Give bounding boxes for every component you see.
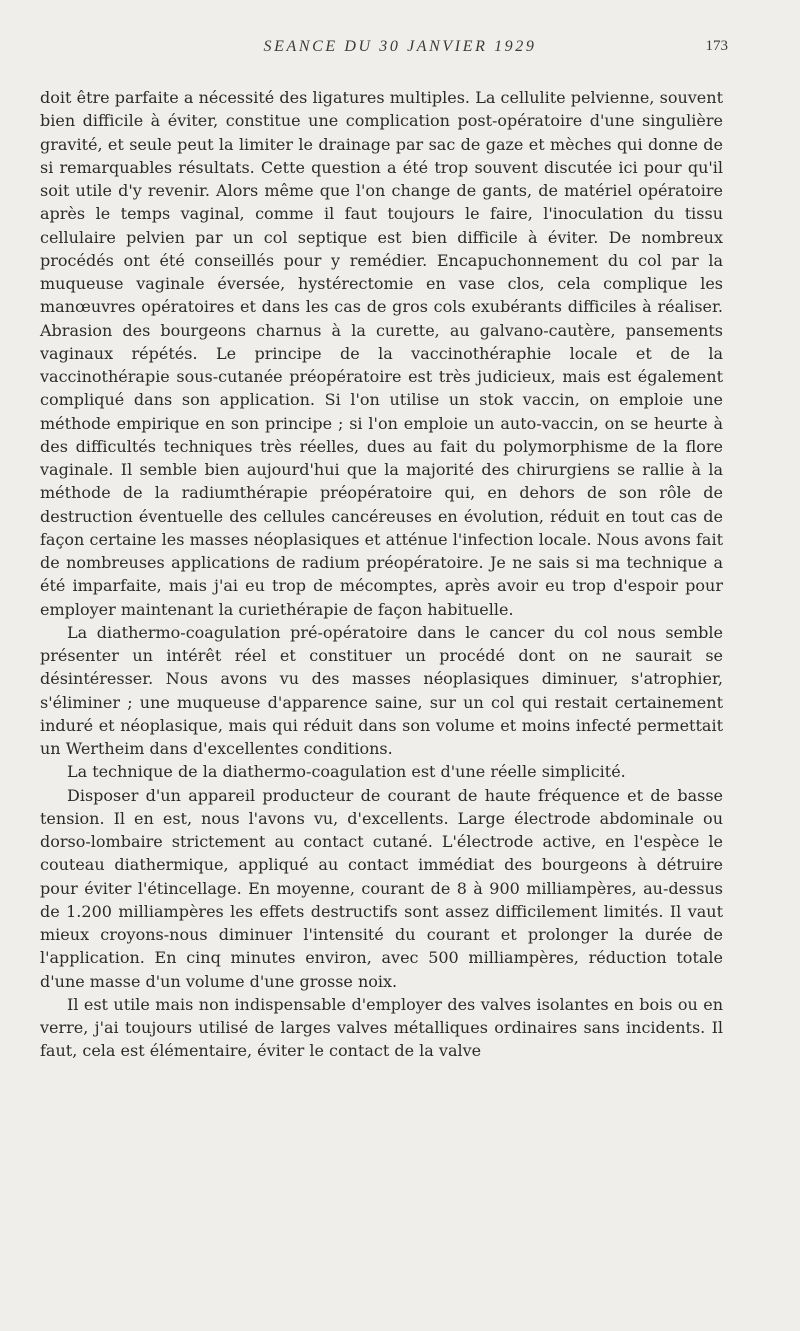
paragraph-4: Disposer d'un appareil producteur de courant de haute fréquence et de basse tension. Il en est, nous l'avons vu, d'excellents. Large électrode abdominale ou dorso-lombaire strictement au contact cutané. L'électrode active, en l'espèce le couteau diathermique, appliqué au contact immédiat des bourgeons à détruire pour éviter l'étincellage. En moyenne, courant de 8 à 900 milliampères, au-dessus de 1.200 milliampères les effets destructifs sont assez difficilement limités. Il vaut mieux croyons-nous diminuer l'intensité du courant et prolonger la durée de l'application. En cinq minutes environ, avec 500 milliampères, réduction totale d'une masse d'un volume d'une grosse noix. [40, 785, 723, 991]
running-header [0, 38, 800, 68]
body-text [40, 86, 723, 1063]
paragraph-2: La diathermo-coagulation pré-opératoire dans le cancer du col nous semble présenter un intérêt réel et constituer un procédé dont on ne saurait se désintéresser. Nous avons vu des masses néoplasiques diminuer, s'atrophier, s'éliminer ; une muqueuse d'apparence saine, sur un col qui restait certainement induré et néoplasique, mais qui réduit dans son volume et moins infecté permettait un Wertheim dans d'excellentes conditions. [40, 622, 723, 758]
paragraph-5: Il est utile mais non indispensable d'employer des valves isolantes en bois ou en verre, j'ai toujours utilisé de larges valves métalliques ordinaires sans incidents. Il faut, cela est élémentaire, éviter le contact de la valve [40, 994, 723, 1061]
paragraph-3: La technique de la diathermo-coagulation est d'une réelle simplicité. [67, 762, 626, 782]
page-number: 173 [705, 38, 728, 54]
paragraph-1: doit être parfaite a nécessité des ligatures multiples. La cellulite pelvienne, souvent bien difficile à éviter, constitue une complication post-opératoire d'une singulière gravité, et seule peut la limiter le drainage par sac de gaze et mèches qui donne de si remarquables résultats. Cette question a été trop souvent discutée ici pour qu'il soit utile d'y revenir. Alors même que l'on change de gants, de matériel opératoire après le temps vaginal, comme il faut toujours le faire, l'inoculation du tissu cellulaire pelvien par un col septique est bien difficile à éviter. De nombreux procédés ont été conseillés pour y remédier. Encapuchonnement du col par la muqueuse vaginale éversée, hystérectomie en vase clos, cela complique les manœuvres opératoires et dans les cas de gros cols exubérants difficiles à réaliser. Abrasion des bourgeons charnus à la curette, au galvano-cautère, pansements vaginaux répétés. Le principe de la vaccinothéraphie locale et de la vaccinothérapie sous-cutanée préopératoire est très judicieux, mais est également compliqué dans son application. Si l'on utilise un stok vaccin, on emploie une méthode empirique en son principe ; si l'on emploie un auto-vaccin, on se heurte à des difficultés techniques très réelles, dues au fait du polymorphisme de la flore vaginale. Il semble bien aujourd'hui que la majorité des chirurgiens se rallie à la méthode de la radiumthérapie préopératoire qui, en dehors de son rôle de destruction éventuelle des cellules cancéreuses en évolution, réduit en tout cas de façon certaine les masses néoplasiques et atténue l'infection locale. Nous avons fait de nombreuses applications de radium préopératoire. Je ne sais si ma technique a été imparfaite, mais j'ai eu trop de mécomptes, après avoir eu trop d'espoir pour employer maintenant la curiethérapie de façon habituelle. [40, 88, 723, 619]
header-title: SEANCE DU 30 JANVIER 1929 [263, 38, 537, 55]
